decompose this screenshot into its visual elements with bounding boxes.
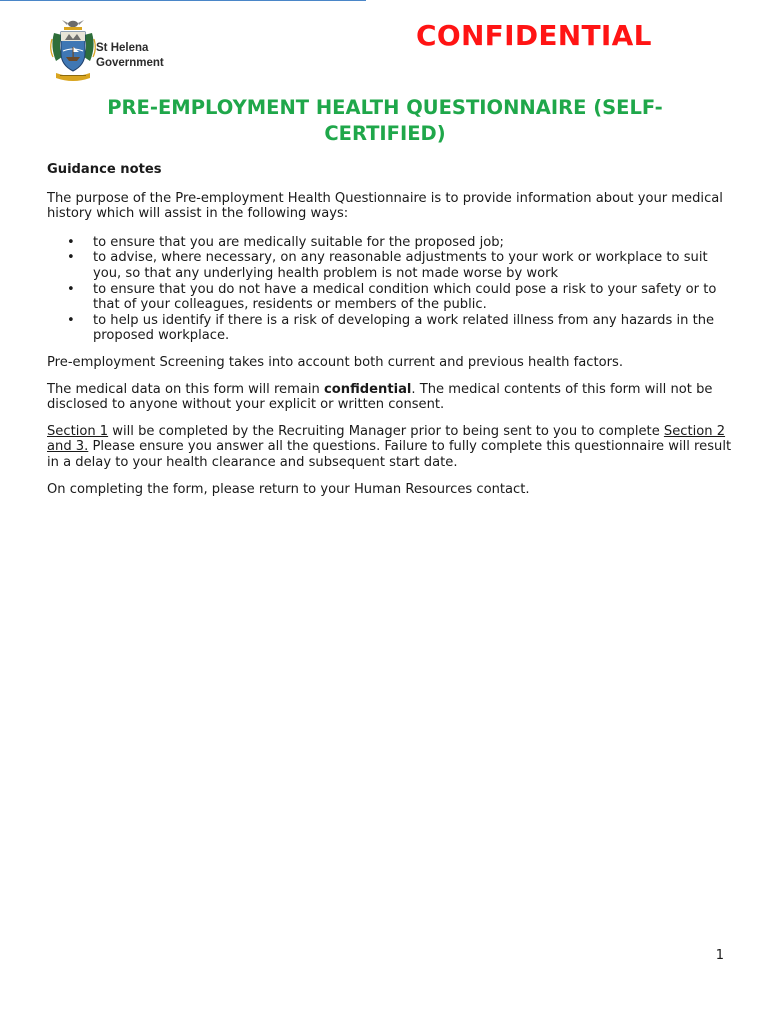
guidance-notes — [47, 162, 737, 497]
list-item-text: to ensure that you do not have a medical condition which could pose a risk to your safety or to that of your colleagues, residents or members of the public. — [93, 281, 717, 313]
list-item — [47, 235, 737, 251]
document-title — [55, 95, 715, 147]
confidentiality-paragraph — [47, 382, 737, 413]
document-title-line2: CERTIFIED) — [324, 122, 446, 145]
confidentiality-text-end: . The medical contents of this form will not be disclosed to anyone without your explicit or written consent. — [47, 381, 713, 413]
screening-paragraph: Pre-employment Screening takes into account both current and previous health factors. — [47, 354, 623, 370]
confidential-label: CONFIDENTIAL — [416, 19, 652, 52]
organisation-name — [96, 41, 164, 71]
list-item — [47, 282, 737, 313]
list-item — [47, 250, 737, 281]
list-item-text: to advise, where necessary, on any reasonable adjustments to your work or workplace to suit you, so that any underlying health problem is not made worse by work — [93, 250, 708, 281]
list-item — [47, 313, 737, 344]
bullet-icon: • — [67, 281, 75, 297]
list-item-text: to help us identify if there is a risk of developing a work related illness from any hazards in the proposed workplace. — [93, 312, 715, 344]
organisation-name-line2: Government — [96, 57, 164, 69]
guidance-heading: Guidance notes — [47, 162, 162, 177]
list-item-text: to ensure that you are medically suitable for the proposed job; — [93, 234, 504, 250]
organisation-name-line1: St Helena — [96, 42, 149, 54]
return-paragraph: On completing the form, please return to your Human Resources contact. — [47, 481, 530, 497]
government-logo — [48, 17, 188, 89]
purpose-list — [47, 235, 737, 344]
section-2-3-reference: Section 2 and 3. — [47, 423, 726, 455]
confidential-emphasis: confidential — [323, 381, 412, 397]
sections-text-1: will be completed by the Recruiting Manager prior to being sent to you to complete — [108, 423, 664, 439]
section-1-reference: Section 1 — [47, 423, 109, 439]
guidance-intro: The purpose of the Pre-employment Health Questionnaire is to provide information about your medical history which will assist in the following ways: — [47, 190, 723, 222]
confidentiality-text-start: The medical data on this form will remain — [47, 381, 324, 397]
top-rule — [0, 0, 366, 1]
sections-text-2: Please ensure you answer all the questions. Failure to fully complete this questionnaire will result in a delay to your health clearance and subsequent start date. — [47, 439, 732, 470]
bullet-icon: • — [67, 250, 75, 266]
coat-of-arms-icon — [48, 17, 98, 85]
bullet-icon: • — [67, 312, 75, 328]
document-title-line1: PRE-EMPLOYMENT HEALTH QUESTIONNAIRE (SELF- — [107, 96, 663, 119]
page-number: 1 — [715, 948, 724, 963]
sections-paragraph — [47, 424, 737, 471]
bullet-icon: • — [67, 234, 75, 250]
